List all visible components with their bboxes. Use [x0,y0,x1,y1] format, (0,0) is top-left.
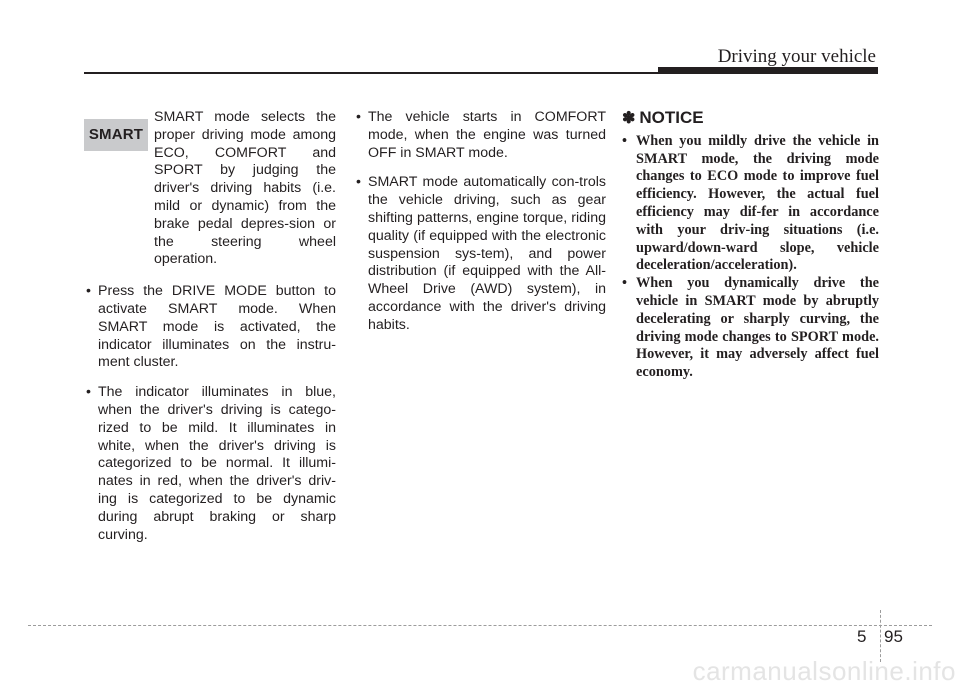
notice-item: • When you dynamically drive the vehicle in SMART mode by abruptly decelerating or sharply curving, the driving mode changes to SPORT mode. However, it may adversely affect fuel economy. [622,275,879,382]
footer-rule [28,625,932,626]
bullet-item: • SMART mode automatically con-trols the vehicle driving, such as gear shifting patterns, engine torque, riding quality (if equipped with the electronic suspension sys-tem), and power distribution (if equipped with the All-Wheel Drive (AWD) system), in accordance with the driver's driving habits. [354,174,606,334]
bullet-item: • The indicator illuminates in blue, when the driver's driving is catego-rized to be mild. It illuminates in white, when the driver's driving is categorized to be normal. It illumi-nates in red, when the driver's driv-ing is categorized to be dynamic during abrupt braking or sharp curving. [84,384,336,544]
notice-item: • When you mildly drive the vehicle in SMART mode, the driving mode changes to ECO mode to improve fuel efficiency. However, the actual fuel efficiency may dif-fer in accordance with your driv-ing situations (i.e. upward/down-ward slope, vehicle deceleration/acceleration). [622,133,879,275]
smart-intro [84,109,336,269]
watermark-text: carmanualsonline.info [692,656,956,686]
column-1 [84,109,336,556]
section-number: 5 [857,627,867,646]
footer-divider [880,610,881,662]
column-2-bullets [354,109,606,335]
header-rule-accent [658,67,878,74]
notice-list [622,133,879,382]
bullet-item: • The vehicle starts in COMFORT mode, when the engine was turned OFF in SMART mode. [354,109,606,162]
notice-box [622,109,879,382]
page-header-title: Driving your vehicle [717,46,876,67]
page-number: 95 [884,627,903,646]
column-2 [354,109,606,347]
notice-star-icon: ✽ [622,110,636,127]
notice-title-text: NOTICE [639,108,704,127]
notice-heading [622,109,879,128]
bullet-item: • Press the DRIVE MODE button to activate SMART mode. When SMART mode is activated, the indicator illuminates on the instru-ment cluster. [84,283,336,372]
header-rule [84,72,658,74]
smart-intro-text: SMART mode selects the proper driving mode among ECO, COMFORT and SPORT by judging the driver's driving habits (i.e. mild or dynamic) from the brake pedal depres-sion or the steering wheel operation. [154,109,336,268]
smart-mode-badge: SMART [84,119,148,151]
column-1-bullets [84,283,336,544]
